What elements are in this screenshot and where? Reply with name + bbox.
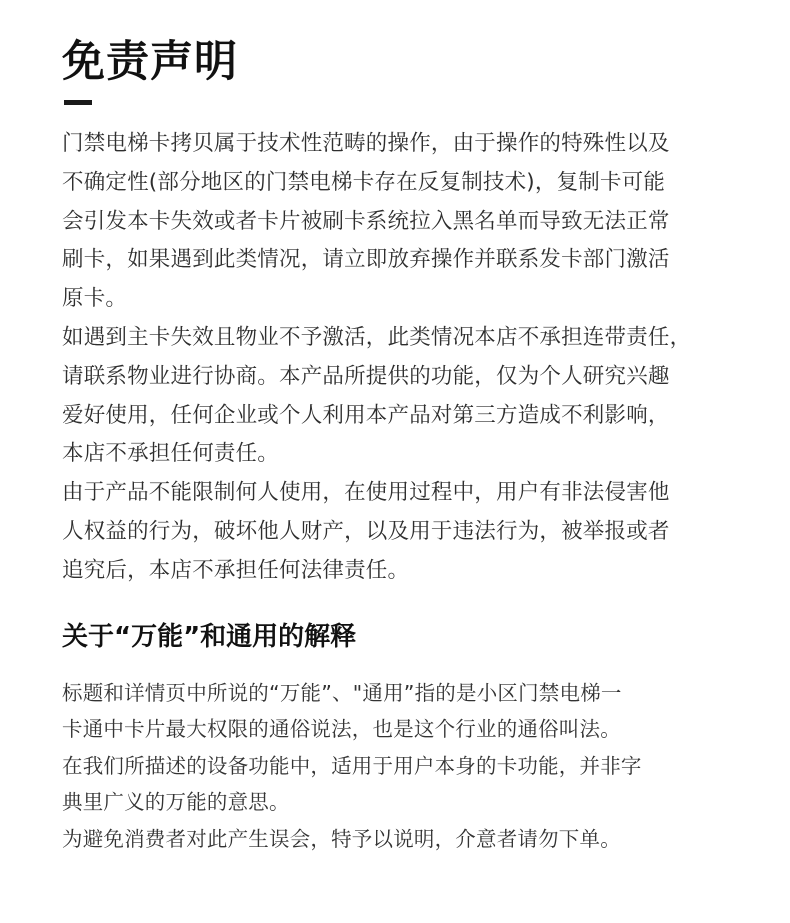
explanation-section — [62, 675, 762, 857]
explanation-paragraph-3 — [62, 821, 762, 857]
text-line: 原卡。 — [62, 286, 128, 312]
text-line: 由于产品不能限制何人使用，在使用过程中，用户有非法侵害他 — [62, 480, 670, 506]
explanation-paragraph-1 — [62, 675, 762, 748]
text-line: 不确定性(部分地区的门禁电梯卡存在反复制技术)，复制卡可能 — [62, 169, 666, 195]
disclaimer-paragraph-1 — [62, 125, 762, 319]
text-line: 门禁电梯卡拷贝属于技术性范畴的操作，由于操作的特殊性以及 — [62, 131, 670, 156]
text-line: 为避免消费者对此产生误会，特予以说明，介意者请勿下单。 — [62, 826, 621, 851]
text-line: 请联系物业进行协商。本产品所提供的功能，仅为个人研究兴趣 — [62, 363, 670, 389]
text-line: 追究后，本店不承担任何法律责任。 — [62, 557, 410, 583]
text-line: 如遇到主卡失效且物业不予激活，此类情况本店不承担连带责任， — [62, 324, 692, 350]
title-underline-bar — [64, 100, 92, 105]
disclaimer-title: 免责声明 — [62, 37, 238, 87]
explanation-title: 关于“万能”和通用的解释 — [62, 622, 357, 652]
explanation-paragraph-2 — [62, 748, 762, 821]
text-line: 标题和详情页中所说的“万能”、"通用”指的是小区门禁电梯一 — [62, 681, 622, 705]
text-line: 典里广义的万能的意思。 — [62, 790, 290, 815]
text-line: 刷卡，如果遇到此类情况，请立即放弃操作并联系发卡部门激活 — [62, 247, 670, 273]
text-line: 爱好使用，任何企业或个人利用本产品对第三方造成不利影响， — [62, 402, 670, 428]
disclaimer-section — [62, 125, 762, 591]
text-line: 在我们所描述的设备功能中，适用于用户本身的卡功能，并非字 — [62, 753, 642, 778]
text-line: 人权益的行为，破坏他人财产，以及用于违法行为，被举报或者 — [62, 518, 670, 544]
text-line: 会引发本卡失效或者卡片被刷卡系统拉入黑名单而导致无法正常 — [62, 208, 670, 234]
text-line: 本店不承担任何责任。 — [62, 441, 280, 467]
disclaimer-paragraph-3 — [62, 474, 762, 590]
text-line: 卡通中卡片最大权限的通俗说法，也是这个行业的通俗叫法。 — [62, 717, 621, 742]
disclaimer-paragraph-2 — [62, 319, 762, 474]
